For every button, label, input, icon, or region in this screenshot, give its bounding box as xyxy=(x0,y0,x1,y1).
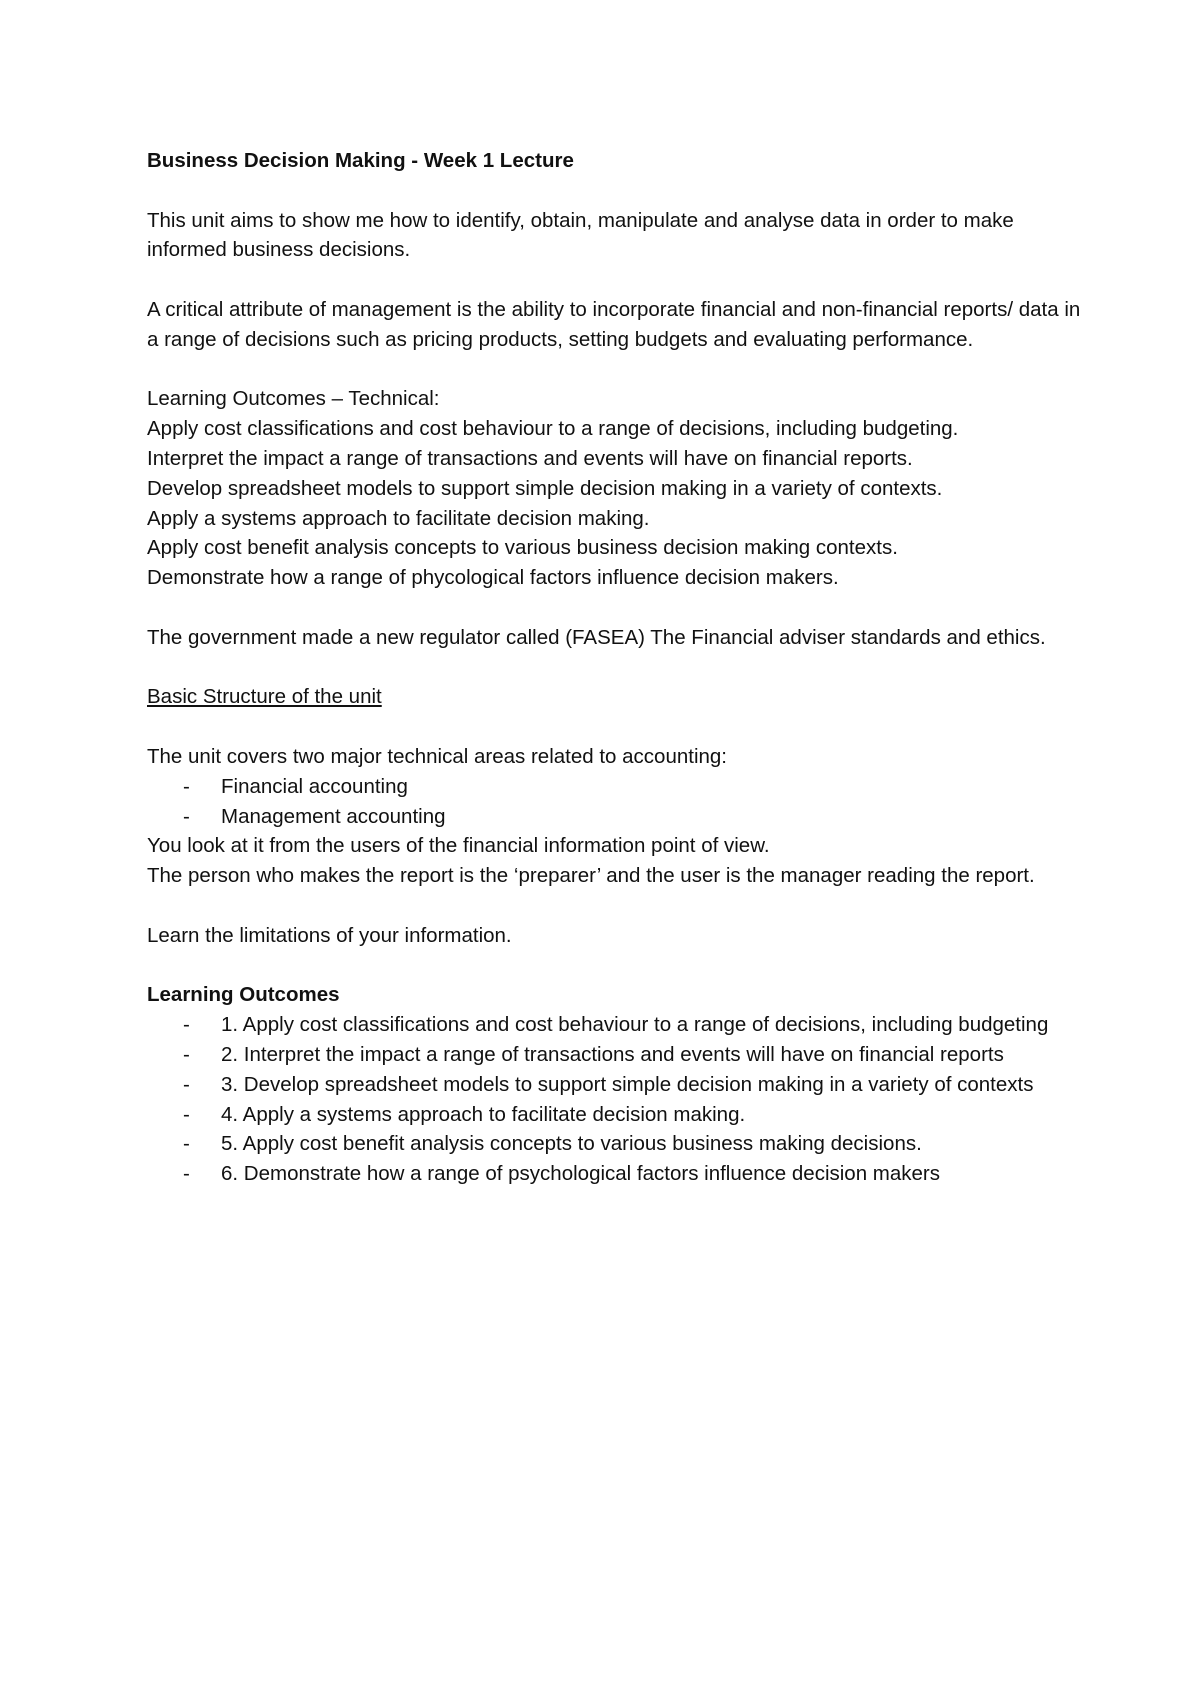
technical-outcome-item: Apply cost benefit analysis concepts to various business decision making contexts. xyxy=(147,536,898,560)
list-item-text: 1. Apply cost classifications and cost behaviour to a range of decisions, including budgeting xyxy=(221,1013,1049,1037)
bullet-dash: - xyxy=(183,1013,190,1037)
bullet-dash: - xyxy=(183,774,190,798)
technical-outcomes-heading: Learning Outcomes – Technical: xyxy=(147,387,440,411)
learning-outcomes-list xyxy=(147,1010,1082,1189)
list-item xyxy=(147,802,1082,832)
list-item xyxy=(147,772,1082,802)
preparer-line: The person who makes the report is the ‘preparer’ and the user is the manager reading the report. xyxy=(147,864,1035,888)
learning-outcomes-section xyxy=(147,980,1082,1189)
technical-outcome-item: Apply a systems approach to facilitate decision making. xyxy=(147,506,650,530)
list-item xyxy=(147,1010,1082,1040)
learning-outcomes-heading: Learning Outcomes xyxy=(147,983,340,1007)
list-item-text: Management accounting xyxy=(221,804,446,828)
list-item-text: 5. Apply cost benefit analysis concepts to various business making decisions. xyxy=(221,1132,922,1156)
structure-heading: Basic Structure of the unit xyxy=(147,685,382,709)
technical-outcome-item: Apply cost classifications and cost behaviour to a range of decisions, including budgeting. xyxy=(147,417,959,441)
bullet-dash: - xyxy=(183,804,190,828)
critical-attribute-paragraph: A critical attribute of management is the ability to incorporate financial and non-financial reports/ data in a range of decisions such as pricing products, setting budgets and evaluating performance. xyxy=(147,297,1081,351)
bullet-dash: - xyxy=(183,1042,190,1066)
technical-outcome-item: Interpret the impact a range of transactions and events will have on financial reports. xyxy=(147,446,913,470)
bullet-dash: - xyxy=(183,1102,190,1126)
list-item xyxy=(147,1040,1082,1070)
list-item xyxy=(147,1100,1082,1130)
structure-section xyxy=(147,742,1082,891)
accounting-areas-list xyxy=(147,772,1082,832)
list-item xyxy=(147,1159,1082,1189)
document-page xyxy=(147,146,1082,1189)
document-title: Business Decision Making - Week 1 Lecture xyxy=(147,149,574,172)
bullet-dash: - xyxy=(183,1132,190,1156)
limitations-paragraph: Learn the limitations of your information. xyxy=(147,923,512,947)
intro-paragraph: This unit aims to show me how to identify, obtain, manipulate and analyse data in order to make informed business decisions. xyxy=(147,208,1014,262)
list-item xyxy=(147,1070,1082,1100)
technical-outcome-item: Develop spreadsheet models to support simple decision making in a variety of contexts. xyxy=(147,476,943,500)
list-item xyxy=(147,1129,1082,1159)
list-item-text: 2. Interpret the impact a range of transactions and events will have on financial reports xyxy=(221,1042,1004,1066)
structure-lead: The unit covers two major technical areas related to accounting: xyxy=(147,744,727,768)
technical-outcomes-section xyxy=(147,384,1082,593)
technical-outcome-item: Demonstrate how a range of phycological factors influence decision makers. xyxy=(147,566,839,590)
bullet-dash: - xyxy=(183,1162,190,1186)
list-item-text: Financial accounting xyxy=(221,774,408,798)
regulator-paragraph: The government made a new regulator called (FASEA) The Financial adviser standards and ethics. xyxy=(147,625,1046,649)
list-item-text: 6. Demonstrate how a range of psychological factors influence decision makers xyxy=(221,1162,941,1186)
list-item-text: 4. Apply a systems approach to facilitate decision making. xyxy=(221,1102,746,1126)
bullet-dash: - xyxy=(183,1072,190,1096)
list-item-text: 3. Develop spreadsheet models to support simple decision making in a variety of contexts xyxy=(221,1072,1034,1096)
users-view-line: You look at it from the users of the financial information point of view. xyxy=(147,834,770,858)
